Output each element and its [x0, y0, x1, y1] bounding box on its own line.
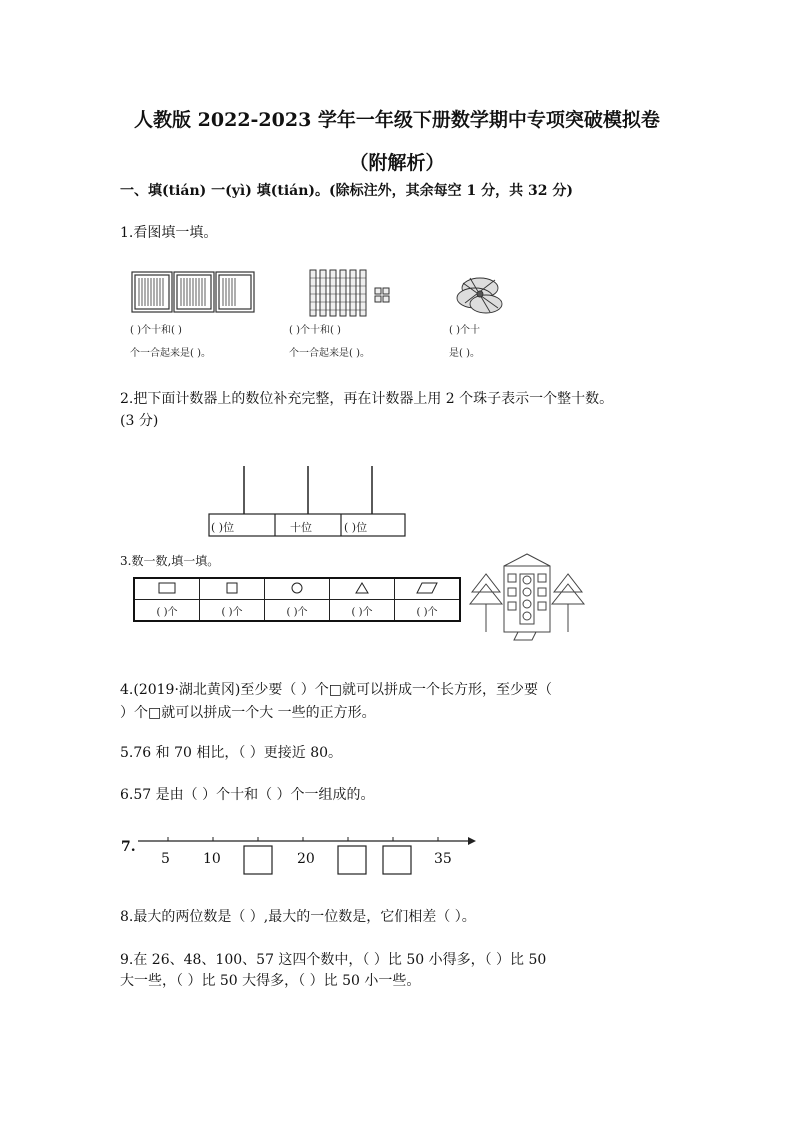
page-subtitle: （附解析） — [349, 152, 445, 174]
triangle-icon — [330, 578, 395, 600]
abacus-cell-right: ( )位 — [344, 521, 368, 534]
q1-caption-2a: ( )个十和( ) — [289, 325, 341, 336]
question-8: 8.最大的两位数是（ ）,最大的一位数是，它们相差（ ）。 — [120, 909, 476, 925]
rods-and-cubes-icon — [310, 270, 389, 316]
answer-box — [244, 846, 411, 874]
count-cell: ( )个 — [200, 600, 265, 622]
tick-label-20: 20 — [297, 851, 315, 867]
tick-label-10: 10 — [203, 851, 221, 867]
question-4-line1: 4.(2019·湖北黄冈)至少要（ ）个□就可以拼成一个长方形，至少要（ — [120, 682, 553, 698]
box-bundle-icon — [132, 272, 254, 312]
tick-label-5: 5 — [161, 851, 170, 867]
q1-caption-1a: ( )个十和( ) — [130, 325, 182, 336]
count-cell: ( )个 — [265, 600, 330, 622]
question-2-line1: 2.把下面计数器上的数位补充完整，再在计数器上用 2 个珠子表示一个整十数。 — [120, 391, 614, 407]
question-5: 5.76 和 70 相比，（ ）更接近 80。 — [120, 745, 343, 761]
question-3: 3.数一数,填一填。 — [120, 554, 220, 568]
building-trees-illustration — [468, 552, 586, 642]
count-cell: ( )个 — [395, 600, 461, 622]
count-cell: ( )个 — [134, 600, 200, 622]
sticks-bundle-icon — [457, 278, 502, 313]
square-icon — [200, 578, 265, 600]
q1-caption-3b: 是( )。 — [449, 348, 480, 359]
q1-caption-2b: 个一合起来是( )。 — [289, 348, 370, 359]
tick-label-35: 35 — [434, 851, 452, 867]
question-7-label: 7. — [121, 839, 136, 855]
question-9-line2: 大一些，（ ）比 50 大得多，（ ）比 50 小一些。 — [120, 973, 421, 989]
rectangle-icon — [134, 578, 200, 600]
page-title: 人教版 2022-2023 学年一年级下册数学期中专项突破模拟卷 — [134, 109, 660, 131]
q1-caption-1b: 个一合起来是( )。 — [130, 348, 211, 359]
parallelogram-icon — [395, 578, 461, 600]
abacus-cell-tens: 十位 — [290, 521, 312, 534]
question-1: 1.看图填一填。 — [120, 225, 218, 241]
question-9-line1: 9.在 26、48、100、57 这四个数中，（ ）比 50 小得多，（ ）比 50 — [120, 952, 547, 968]
abacus-cell-left: ( )位 — [211, 521, 235, 534]
question-4-line2: ）个□就可以拼成一个大 一些的正方形。 — [120, 705, 376, 721]
question-6: 6.57 是由（ ）个十和（ ）个一组成的。 — [120, 787, 375, 803]
section-heading: 一、填(tián) 一(yì) 填(tián)。(除标注外，其余每空 1 分，共 32 分) — [120, 183, 573, 199]
shape-count-table — [133, 577, 461, 622]
circle-icon — [265, 578, 330, 600]
count-cell: ( )个 — [330, 600, 395, 622]
question-2-line2: (3 分) — [120, 413, 159, 429]
q1-caption-3a: ( )个十 — [449, 325, 480, 336]
